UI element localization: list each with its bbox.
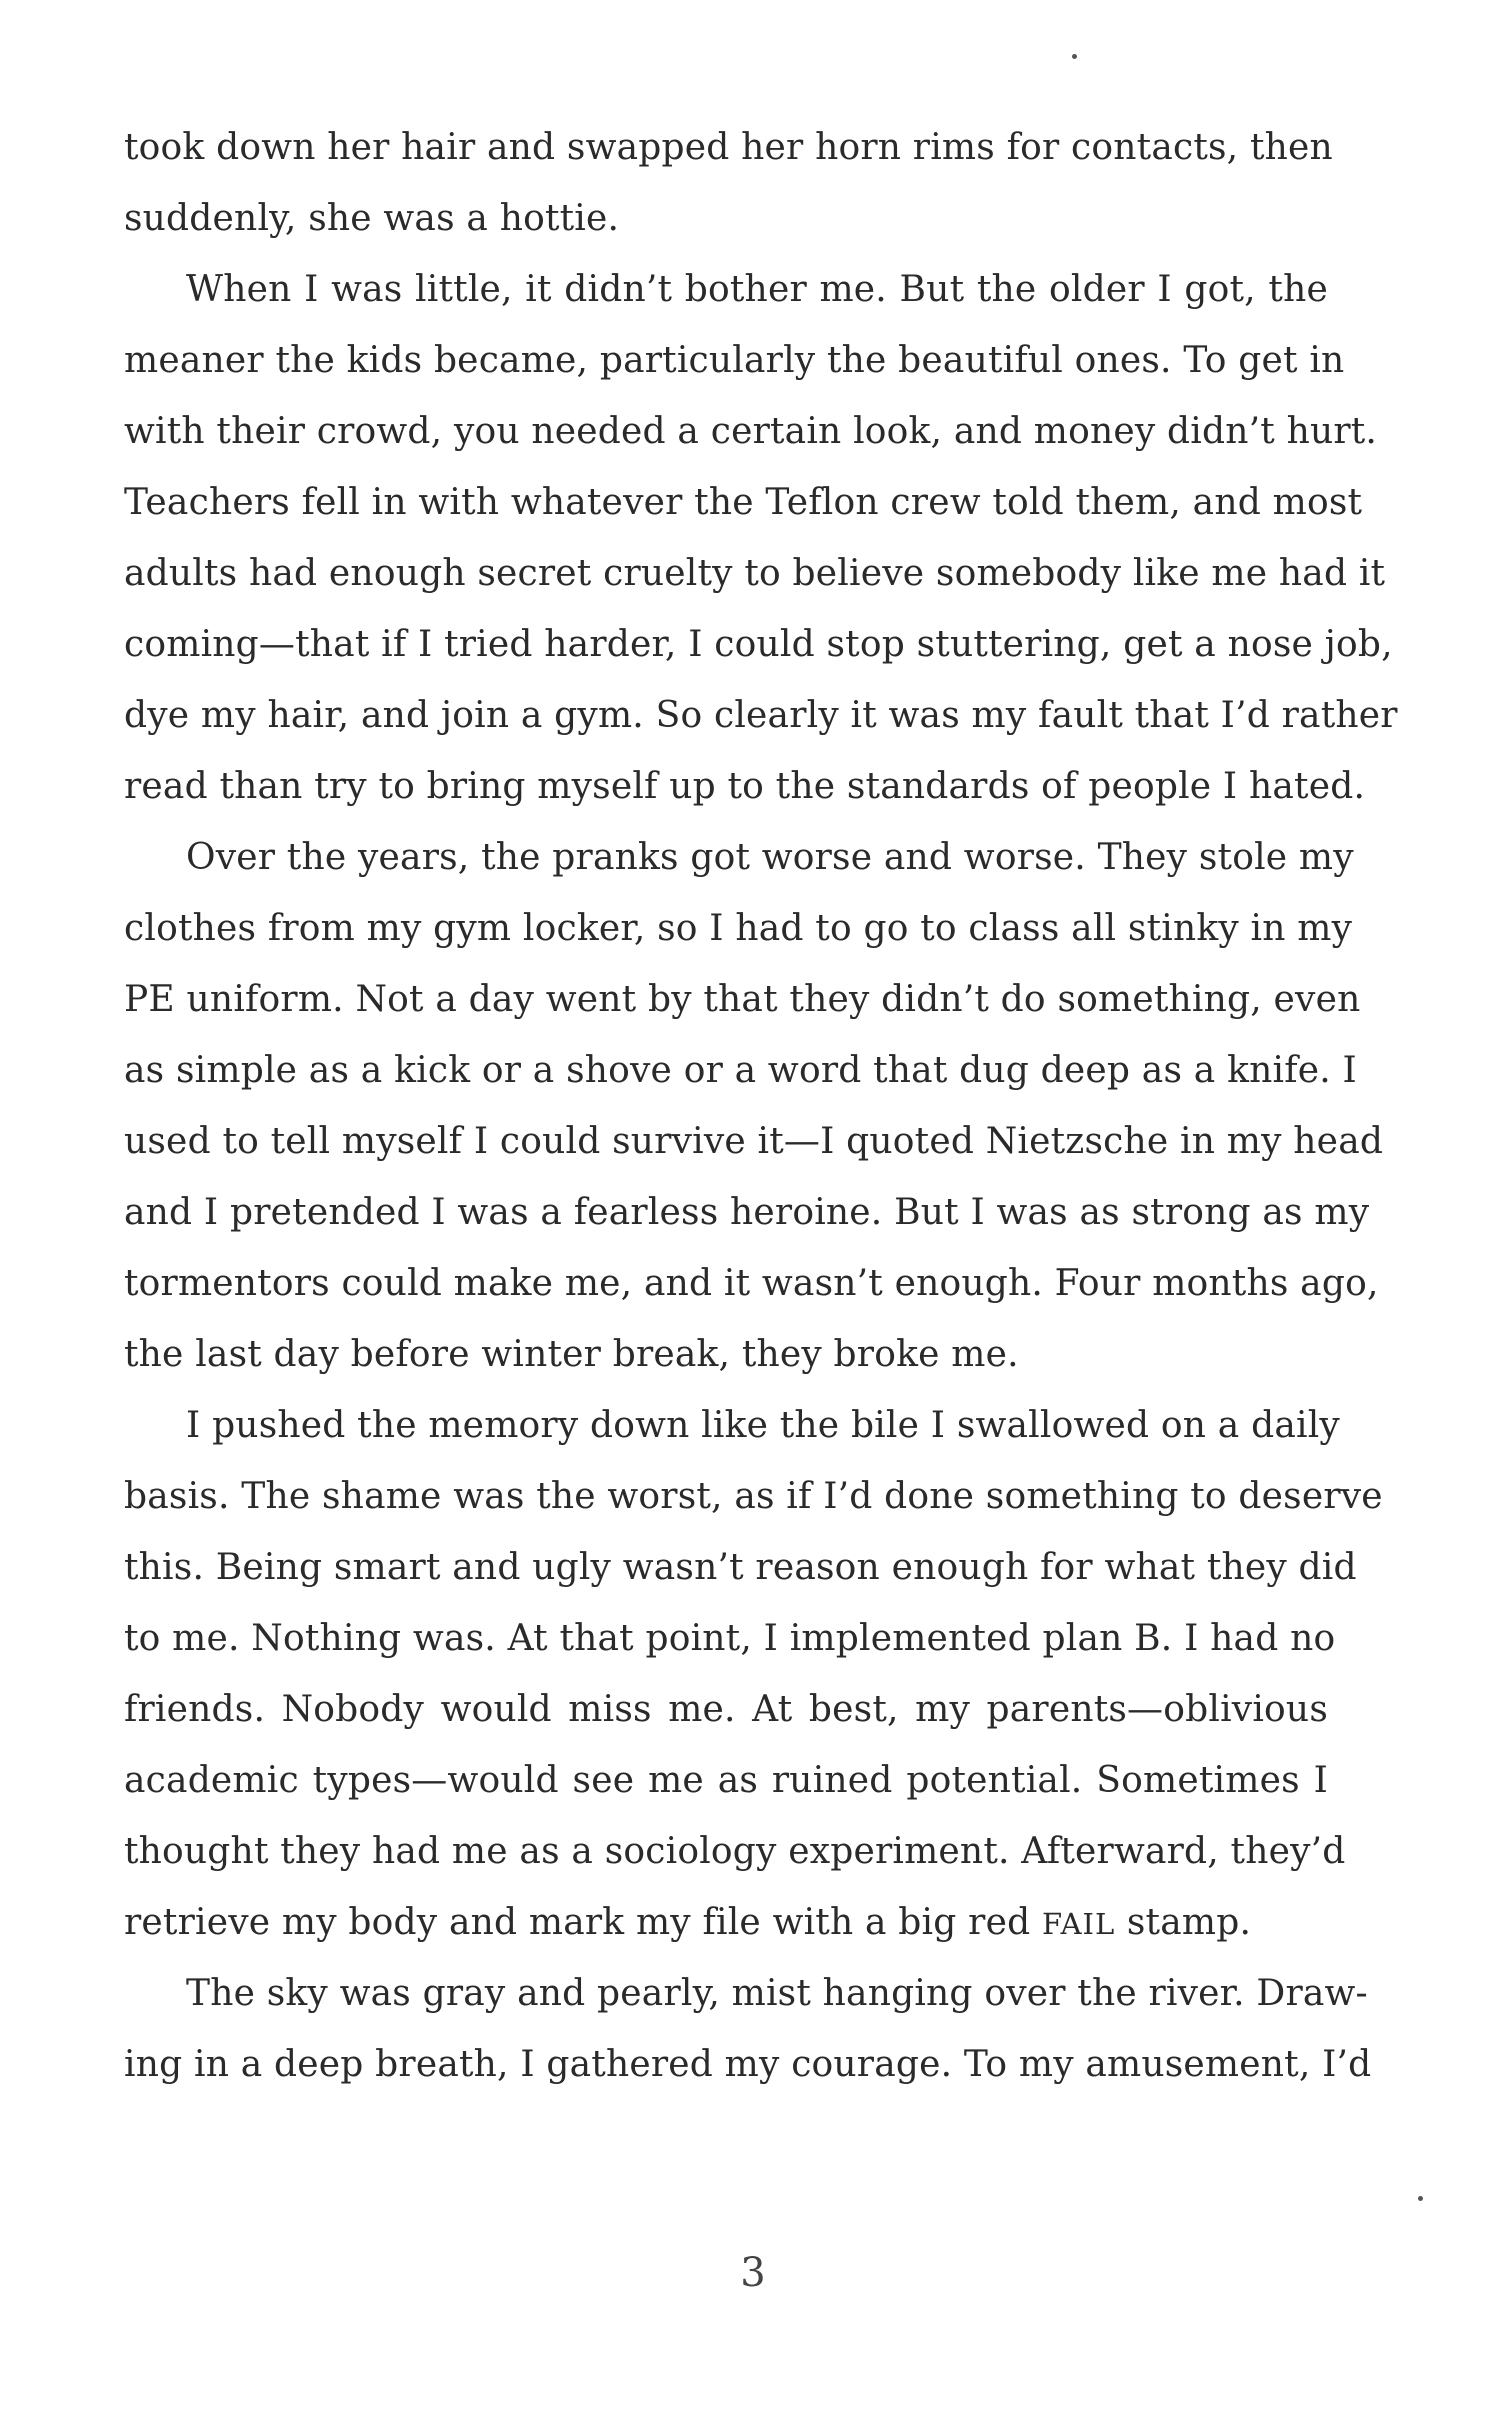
book-page-body xyxy=(124,112,1398,2100)
text-line: to me. Nothing was. At that point, I implemented plan B. I had no xyxy=(124,1618,1336,1659)
text-line: as simple as a kick or a shove or a word that dug deep as a knife. I xyxy=(124,1050,1357,1091)
text-line: Over the years, the pranks got worse and worse. They stole my xyxy=(186,837,1354,878)
text-line: When I was little, it didn’t bother me. But the older I got, the xyxy=(186,269,1328,310)
text-line: the last day before winter break, they broke me. xyxy=(124,1334,1019,1375)
text-line: I pushed the memory down like the bile I swallowed on a daily xyxy=(186,1405,1340,1446)
text-line xyxy=(124,1887,1328,1958)
text-line: dye my hair, and join a gym. So clearly it was my fault that I’d rather xyxy=(124,695,1398,736)
text-line: meaner the kids became, particularly the beautiful ones. To get in xyxy=(124,340,1345,381)
text-line: friends. Nobody would miss me. At best, my parents—oblivious xyxy=(124,1689,1328,1730)
text-line: academic types—would see me as ruined potential. Sometimes I xyxy=(124,1760,1328,1801)
text-line: used to tell myself I could survive it—I quoted Nietzsche in my head xyxy=(124,1121,1384,1162)
text-line: took down her hair and swapped her horn rims for contacts, then xyxy=(124,127,1333,168)
scan-speck xyxy=(1418,2196,1423,2201)
text-line: adults had enough secret cruelty to believe somebody like me had it xyxy=(124,553,1386,594)
text-line: basis. The shame was the worst, as if I’d done something to deserve xyxy=(124,1476,1383,1517)
text-line: Teachers fell in with whatever the Teflon crew told them, and most xyxy=(124,482,1363,523)
text-line: The sky was gray and pearly, mist hanging over the river. Draw- xyxy=(186,1973,1368,2014)
text-line: PE uniform. Not a day went by that they didn’t do something, even xyxy=(124,979,1361,1020)
scan-speck xyxy=(1072,54,1077,59)
text-line: coming—that if I tried harder, I could stop stuttering, get a nose job, xyxy=(124,624,1393,665)
text-line: and I pretended I was a fearless heroine. But I was as strong as my xyxy=(124,1192,1370,1233)
fail-small-caps: FAIL xyxy=(1041,1907,1116,1941)
text-line: clothes from my gym locker, so I had to go to class all stinky in my xyxy=(124,908,1353,949)
text-line: tormentors could make me, and it wasn’t enough. Four months ago, xyxy=(124,1263,1379,1304)
text-line: with their crowd, you needed a certain look, and money didn’t hurt. xyxy=(124,411,1378,452)
text-fragment: retrieve my body and mark my file with a big red xyxy=(124,1902,1042,1943)
page-number: 3 xyxy=(740,2250,766,2296)
text-fragment: stamp. xyxy=(1115,1902,1252,1943)
text-line: this. Being smart and ugly wasn’t reason enough for what they did xyxy=(124,1547,1357,1588)
text-line: suddenly, she was a hottie. xyxy=(124,198,620,239)
text-line: thought they had me as a sociology experiment. Afterward, they’d xyxy=(124,1831,1346,1872)
text-line: read than try to bring myself up to the standards of people I hated. xyxy=(124,766,1366,807)
text-line: ing in a deep breath, I gathered my courage. To my amusement, I’d xyxy=(124,2044,1372,2085)
